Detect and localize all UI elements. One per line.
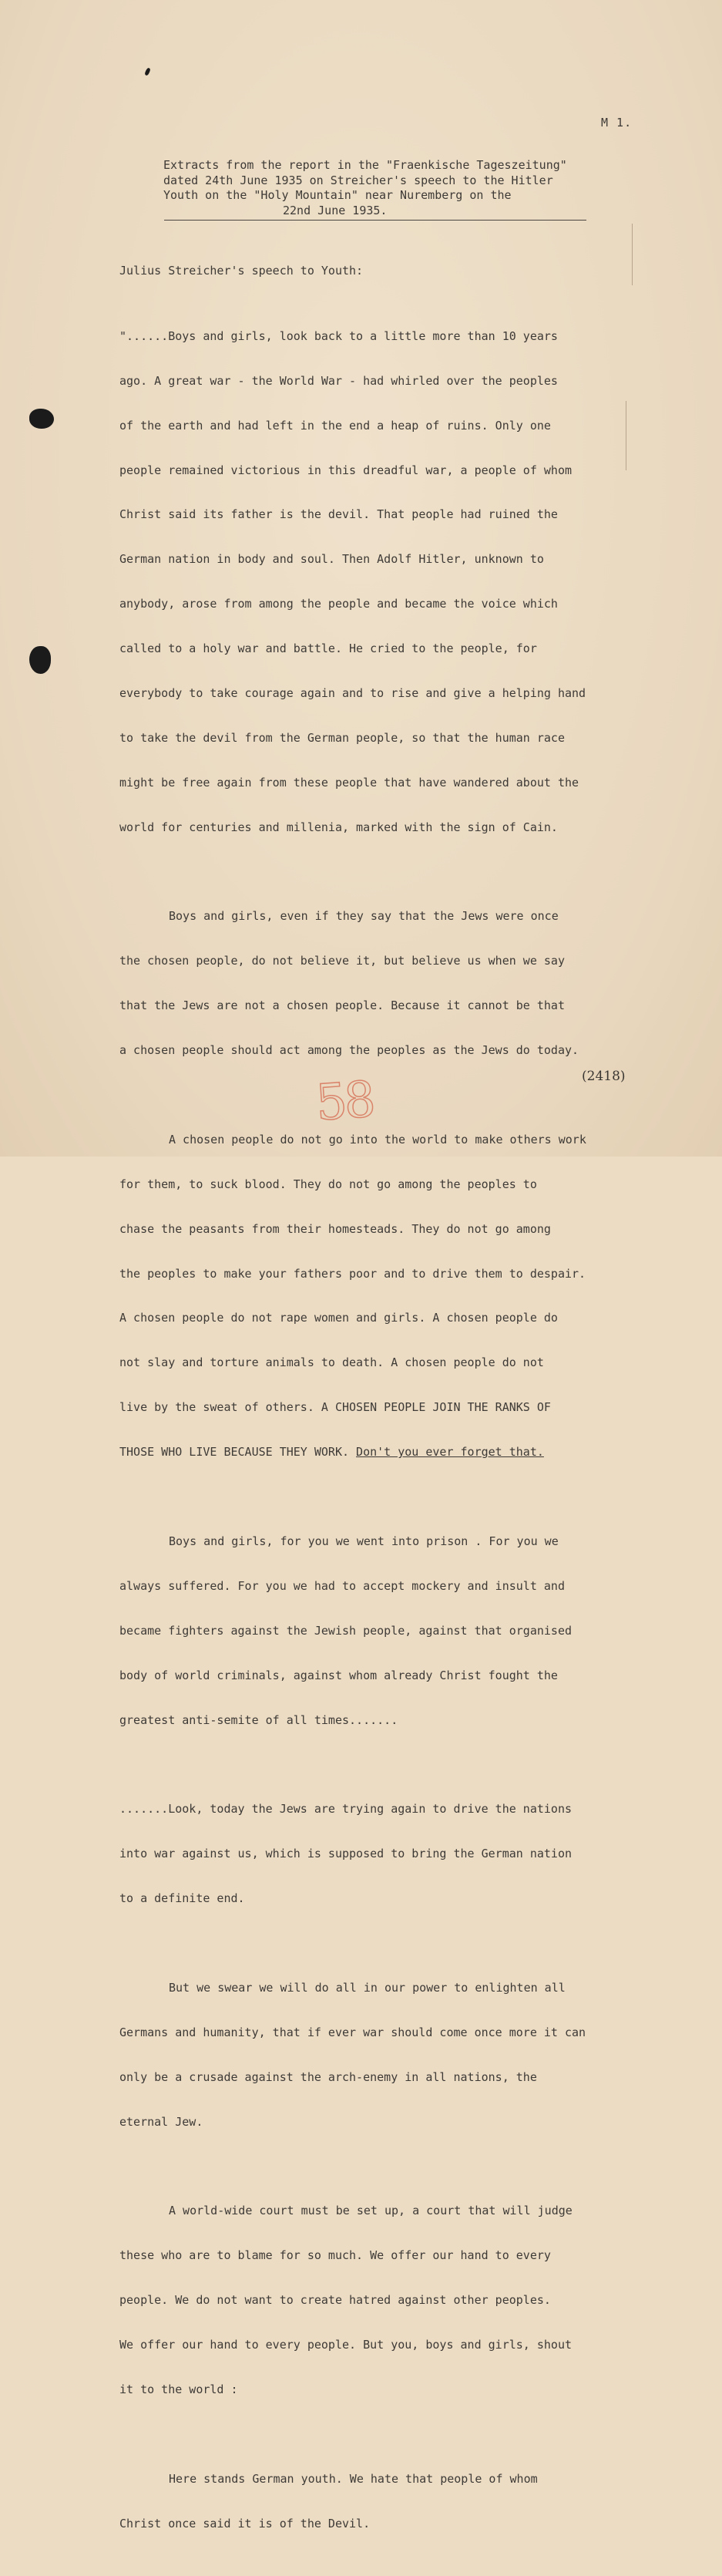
text-line-final — [119, 1445, 628, 1460]
page-number: M 1. — [601, 116, 633, 130]
text-line: became fighters against the Jewish people, against that organised — [119, 1623, 572, 1638]
header-rule — [164, 220, 586, 221]
text-line: people. We do not want to create hatred against other peoples. — [119, 2293, 551, 2308]
paragraph-3 — [119, 1103, 628, 1490]
text-line: these who are to blame for so much. We offer our hand to every — [119, 2248, 551, 2263]
text-line: body of world criminals, against whom already Christ fought the — [119, 1668, 558, 1682]
paragraph-7 — [119, 2174, 628, 2427]
paragraph-1 — [119, 299, 628, 864]
text-line: the peoples to make your fathers poor and to drive them to despair. — [119, 1266, 586, 1281]
paragraph-2 — [119, 880, 628, 1088]
document-header — [163, 158, 595, 218]
underlined-emphasis: Don't you ever forget that. — [356, 1445, 544, 1460]
text-line: into war against us, which is supposed to bring the German nation — [119, 1847, 572, 1861]
paragraph-6 — [119, 1951, 628, 2159]
text-line: always suffered. For you we had to accept mockery and insult and — [119, 1578, 565, 1593]
text-line: Christ once said it is of the Devil. — [119, 2516, 371, 2531]
paragraph-4 — [119, 1504, 628, 1757]
header-line: dated 24th June 1935 on Streicher's speech to the Hitler — [163, 173, 553, 187]
text-line: world for centuries and millenia, marked with the sign of Cain. — [119, 820, 558, 834]
text-line: anybody, arose from among the people and became the voice which — [119, 597, 558, 611]
folio-stamp: 58 — [314, 1071, 374, 1133]
text-line: only be a crusade against the arch-enemy in all nations, the — [119, 2069, 537, 2084]
text-line: Germans and humanity, that if ever war should come once more it can — [119, 2025, 586, 2039]
text-line: ago. A great war - the World War - had whirled over the peoples — [119, 373, 558, 388]
text-line: greatest anti-semite of all times....... — [119, 1712, 398, 1727]
text-line: But we swear we will do all in our power to enlighten all — [169, 1980, 566, 1995]
paragraph-5 — [119, 1773, 628, 1936]
text-line: that the Jews are not a chosen people. Because it cannot be that — [119, 998, 565, 1013]
paragraph-8 — [119, 2442, 628, 2561]
punch-hole-lower — [29, 646, 51, 674]
speech-body — [119, 264, 628, 2576]
text-line: a chosen people should act among the peoples as the Jews do today. — [119, 1043, 579, 1058]
text-line: We offer our hand to every people. But you, boys and girls, shout — [119, 2337, 572, 2352]
text-line: Christ said its father is the devil. That people had ruined the — [119, 507, 558, 522]
text-line: .......Look, today the Jews are trying again to drive the nations — [119, 1802, 572, 1817]
text-line: Here stands German youth. We hate that people of whom — [169, 2471, 538, 2486]
text-line: "......Boys and girls, look back to a little more than 10 years — [119, 328, 558, 343]
header-line: Extracts from the report in the "Fraenkische Tageszeitung" — [163, 158, 567, 172]
text-line: A chosen people do not go into the world to make others work — [169, 1132, 586, 1147]
text-line: live by the sweat of others. A CHOSEN PEOPLE JOIN THE RANKS OF — [119, 1400, 551, 1415]
document-reference: (2418) — [582, 1069, 626, 1084]
text-line: A chosen people do not rape women and girls. A chosen people do — [119, 1311, 558, 1325]
text-line: the chosen people, do not believe it, but believe us when we say — [119, 954, 565, 968]
text-line: everybody to take courage again and to rise and give a helping hand — [119, 686, 586, 701]
text-line: eternal Jew. — [119, 2114, 203, 2129]
text-line: Boys and girls, for you we went into prison . For you we — [169, 1534, 559, 1548]
text-line: to take the devil from the German people, so that the human race — [119, 730, 565, 745]
text-line: not slay and torture animals to death. A chosen people do not — [119, 1355, 544, 1370]
margin-mark — [632, 224, 633, 285]
text-line: might be free again from these people that have wandered about the — [119, 775, 579, 790]
text-line: Boys and girls, even if they say that the Jews were once — [169, 909, 559, 924]
header-line: Youth on the "Holy Mountain" near Nuremberg on the — [163, 188, 512, 202]
text-line: to a definite end. — [119, 1891, 245, 1906]
text-line: it to the world : — [119, 2382, 238, 2396]
text-fragment: THOSE WHO LIVE BECAUSE THEY WORK. — [119, 1445, 357, 1460]
text-line: German nation in body and soul. Then Adolf Hitler, unknown to — [119, 552, 544, 567]
text-line: people remained victorious in this dreadful war, a people of whom — [119, 463, 572, 477]
punch-hole-upper — [29, 409, 54, 429]
header-line: 22nd June 1935. — [283, 203, 388, 217]
text-line: called to a holy war and battle. He cried to the people, for — [119, 641, 537, 656]
section-heading: Julius Streicher's speech to Youth: — [119, 264, 364, 278]
text-line: chase the peasants from their homesteads. They do not go among — [119, 1221, 551, 1236]
text-line: A world-wide court must be set up, a court that will judge — [169, 2204, 573, 2218]
text-line: for them, to suck blood. They do not go among the peoples to — [119, 1177, 537, 1191]
text-line: of the earth and had left in the end a heap of ruins. Only one — [119, 418, 551, 433]
ink-speck — [144, 67, 151, 76]
